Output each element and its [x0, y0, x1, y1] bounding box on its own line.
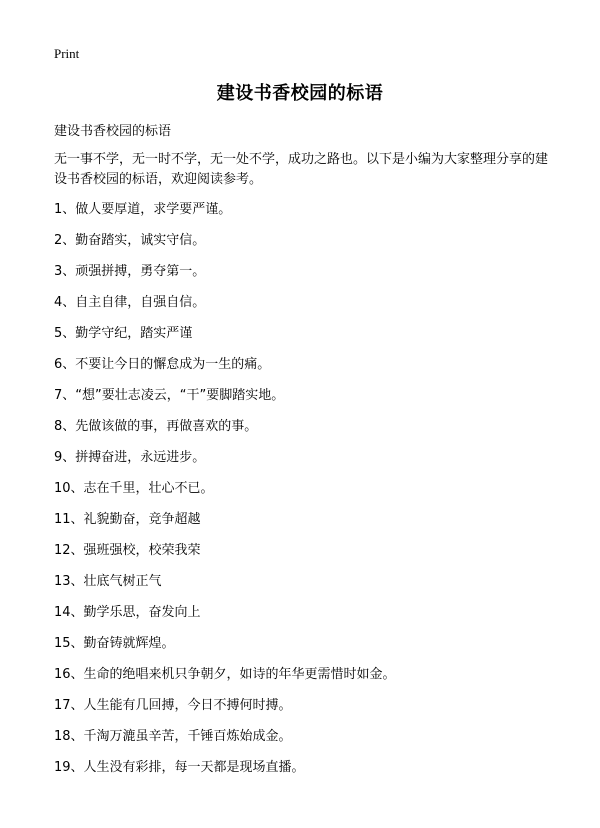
list-item: 10、志在千里，壮心不已。: [54, 481, 214, 496]
list-item: 12、强班强校，校荣我荣: [54, 543, 201, 558]
list-item: 7、“想”要壮志凌云，“干”要脚踏实地。: [54, 388, 285, 403]
list-item: 3、顽强拼搏，勇夺第一。: [54, 264, 206, 279]
print-link[interactable]: Print: [54, 46, 80, 61]
article-subtitle: 建设书香校园的标语: [54, 124, 172, 139]
list-item: 5、勤学守纪，踏实严谨: [54, 326, 193, 341]
list-item: 11、礼貌勤奋，竞争超越: [54, 512, 201, 527]
list-item: 8、先做该做的事，再做喜欢的事。: [54, 419, 258, 434]
list-item: 14、勤学乐思，奋发向上: [54, 605, 201, 620]
list-item: 4、自主自律，自强自信。: [54, 295, 206, 310]
list-item: 1、做人要厚道，求学要严谨。: [54, 202, 232, 217]
list-item: 19、人生没有彩排，每一天都是现场直播。: [54, 760, 305, 775]
list-item: 18、千淘万漉虽辛苦，千锤百炼始成金。: [54, 729, 292, 744]
list-item: 2、勤奋踏实，诚实守信。: [54, 233, 206, 248]
slogan-list: [54, 200, 396, 789]
list-item: 6、不要让今日的懈怠成为一生的痛。: [54, 357, 271, 372]
page-title: 建设书香校园的标语: [216, 83, 384, 104]
list-item: 17、人生能有几回搏，今日不搏何时搏。: [54, 698, 292, 713]
list-item: 9、拼搏奋进，永远进步。: [54, 450, 206, 465]
list-item: 16、生命的绝唱来机只争朝夕，如诗的年华更需惜时如金。: [54, 667, 396, 682]
list-item: 15、勤奋铸就辉煌。: [54, 636, 175, 651]
intro-paragraph: 无一事不学，无一时不学，无一处不学，成功之路也。以下是小编为大家整理分享的建设书香校园的标语，欢迎阅读参考。: [54, 152, 549, 187]
list-item: 13、壮底气树正气: [54, 574, 162, 589]
